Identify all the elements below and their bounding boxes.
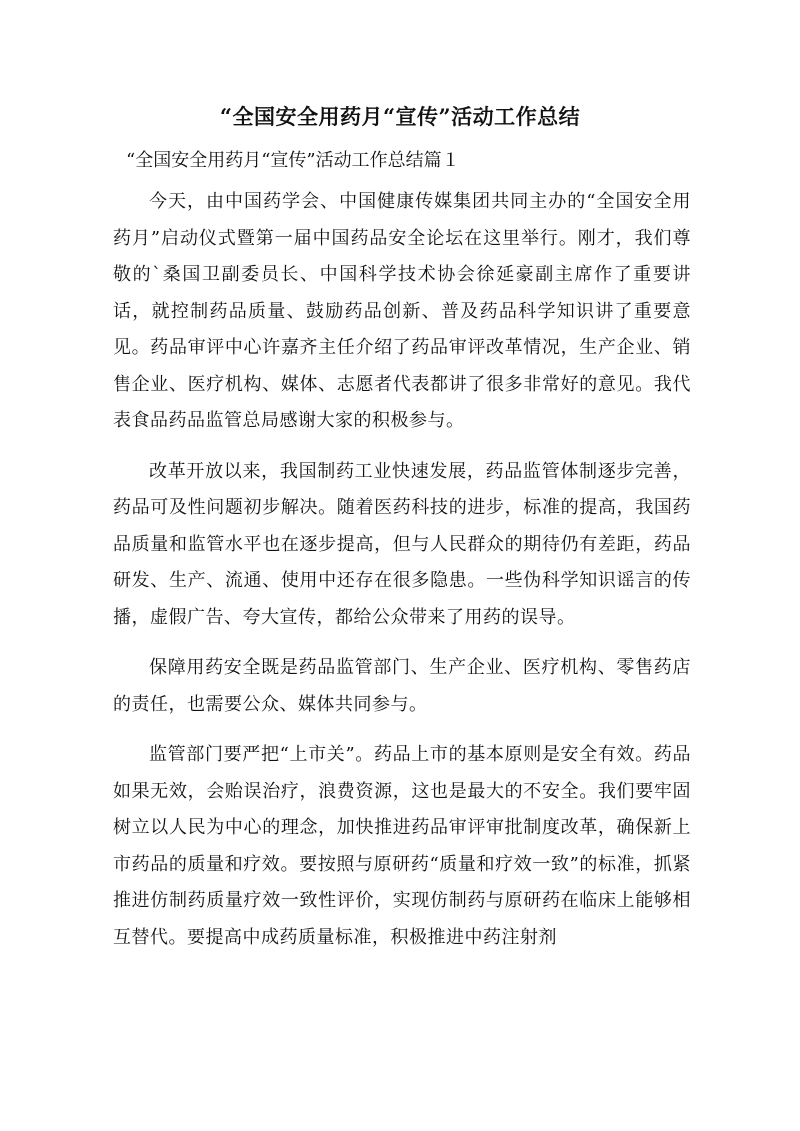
document-body	[113, 184, 691, 970]
paragraph-2: 改革开放以来，我国制药工业快速发展，药品监管体制逐步完善，药品可及性问题初步解决。随着医药科技的进步，标准的提高，我国药品质量和监管水平也在逐步提高，但与人民群众的期待仍有差距，药品研发、生产、流通、使用中还存在很多隐患。一些伪科学知识谣言的传播，虚假广告、夸大宣传，都给公众带来了用药的误导。	[113, 460, 691, 628]
paragraph-1: 今天，由中国药学会、中国健康传媒集团共同主办的“全国安全用药月”启动仪式暨第一届中国药品安全论坛在这里举行。刚才，我们尊敬的`桑国卫副委员长、中国科学技术协会徐延豪副主席作了重要讲话，就控制药品质量、鼓励药品创新、普及药品科学知识讲了重要意见。药品审评中心许嘉齐主任介绍了药品审评改革情况，生产企业、销售企业、医疗机构、媒体、志愿者代表都讲了很多非常好的意见。我代表食品药品监管总局感谢大家的积极参与。	[113, 191, 691, 431]
paragraph-4: 监管部门要严把“上市关”。药品上市的基本原则是安全有效。药品如果无效，会贻误治疗，浪费资源，这也是最大的不安全。我们要牢固树立以人民为中心的理念，加快推进药品审评审批制度改革，确保新上市药品的质量和疗效。要按照与原研药“质量和疗效一致”的标准，抓紧推进仿制药质量疗效一致性评价，实现仿制药与原研药在临床上能够相互替代。要提高中成药质量标准，积极推进中药注射剂	[113, 744, 691, 948]
paragraph-3: 保障用药安全既是药品监管部门、生产企业、医疗机构、零售药店的责任，也需要公众、媒体共同参与。	[113, 657, 691, 715]
document-title: “全国安全用药月“宣传”活动工作总结	[219, 104, 581, 129]
document-subtitle: “全国安全用药月“宣传”活动工作总结篇１	[126, 150, 460, 171]
